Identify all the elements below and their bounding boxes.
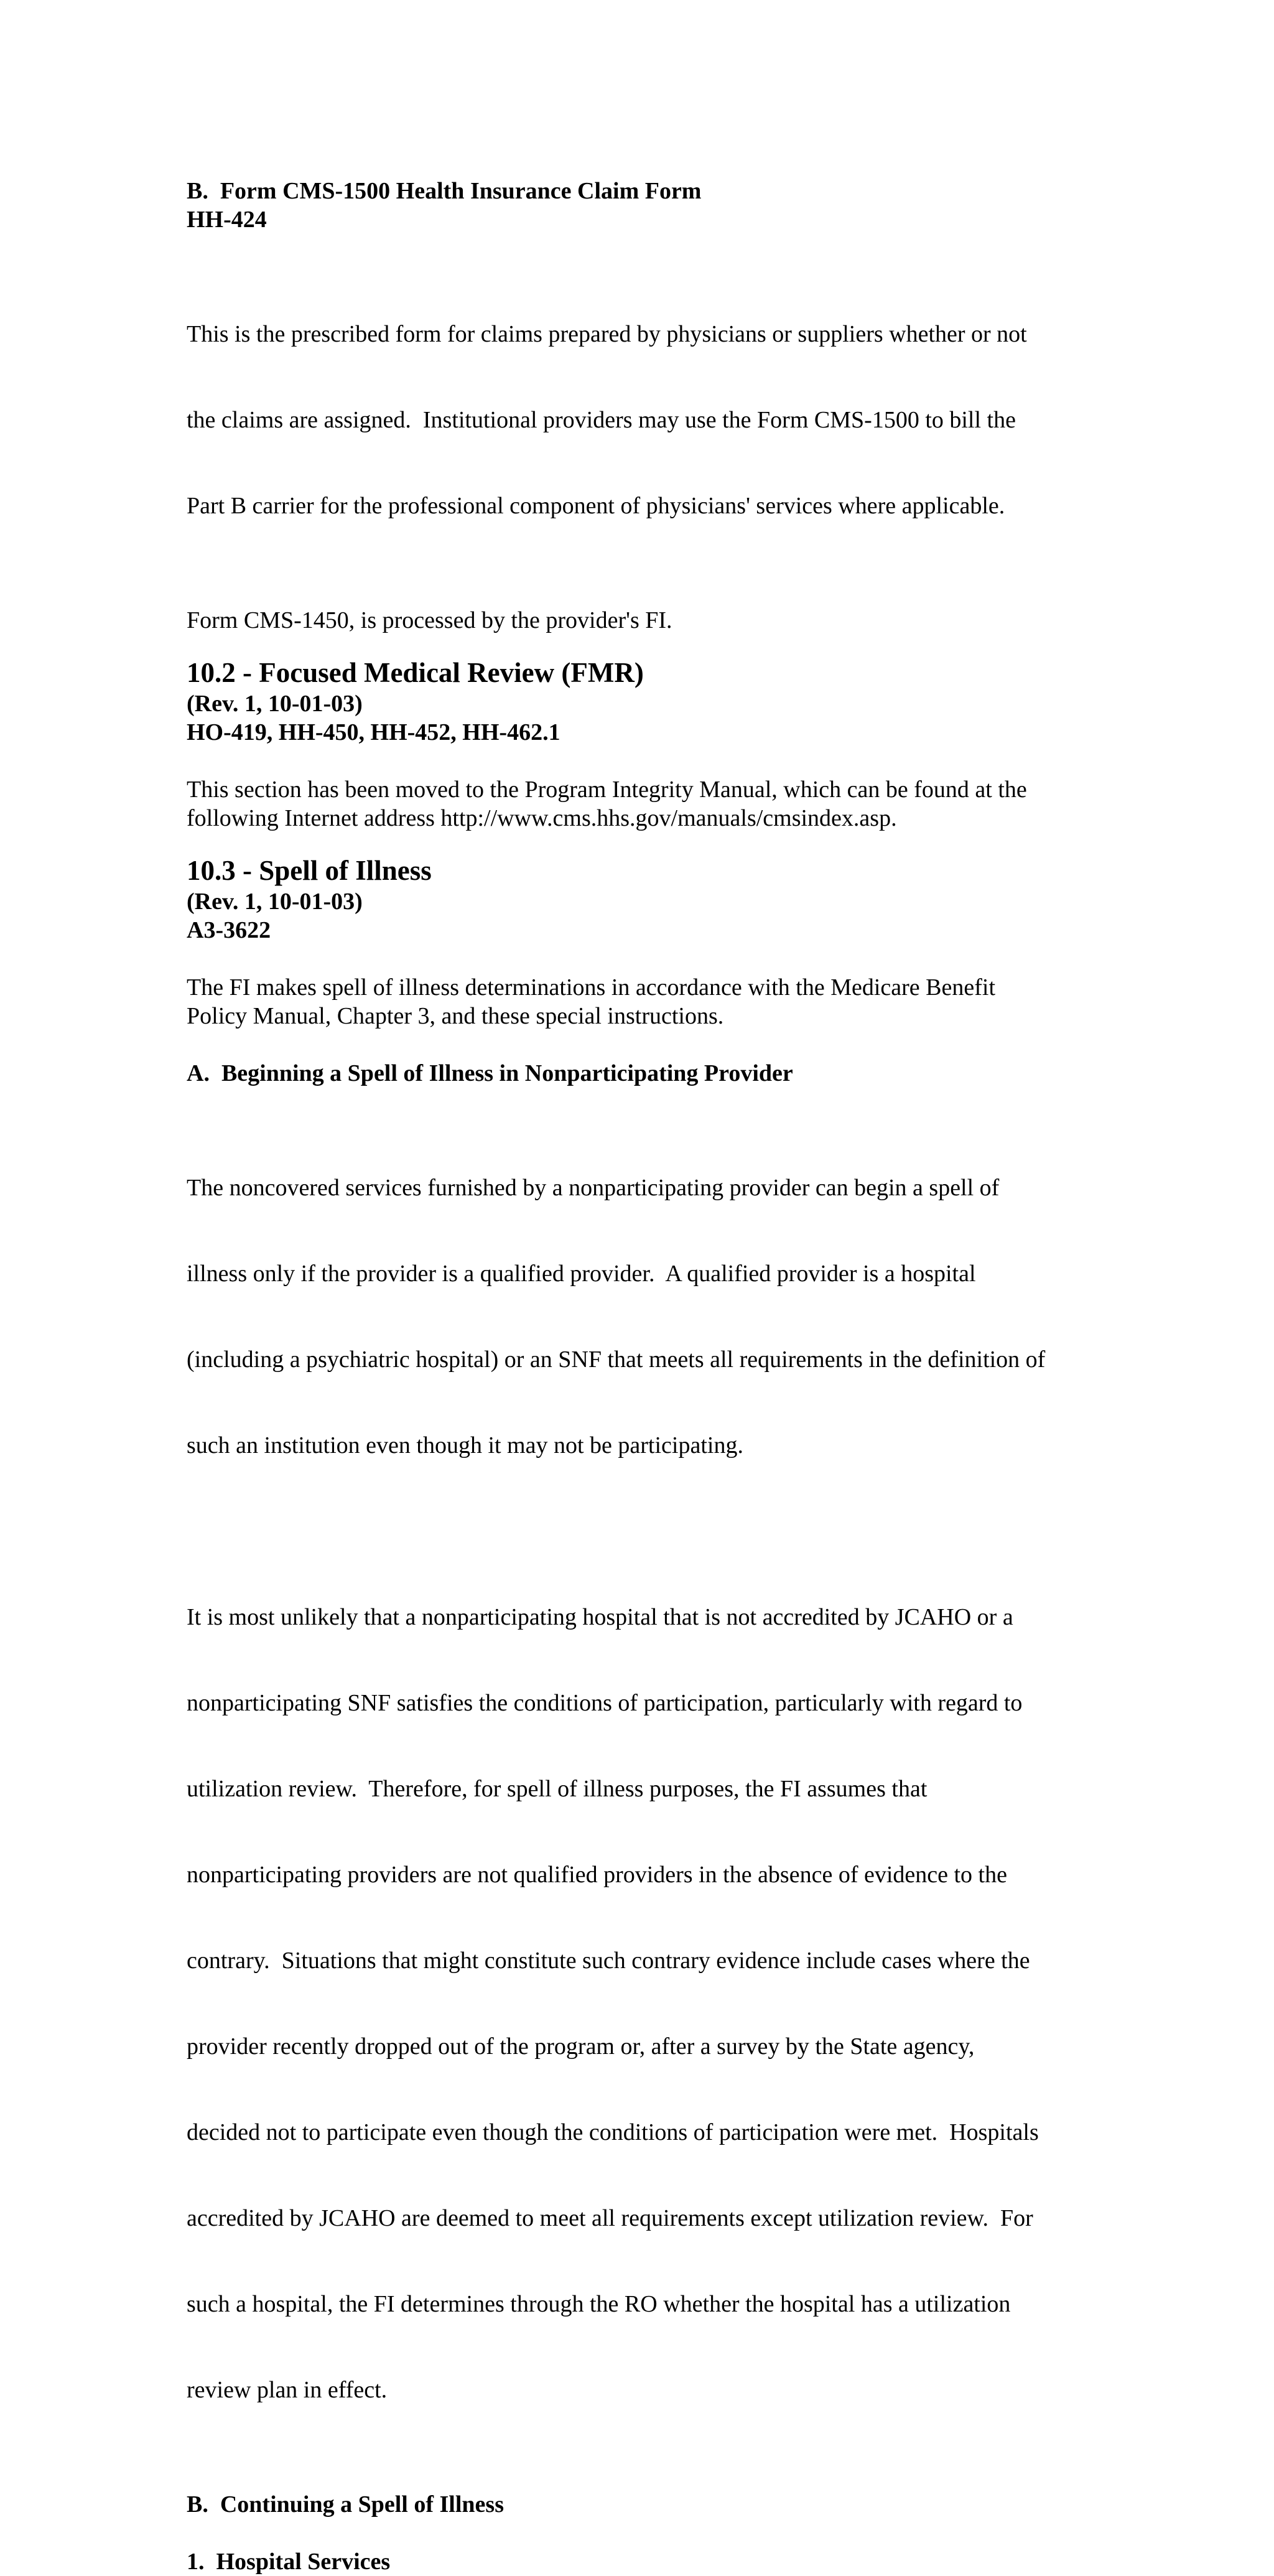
form-cms1450-paragraph: Form CMS-1450, is processed by the provider's FI. [187,607,672,633]
section-10-2-references: HO-419, HH-450, HH-452, HH-462.1 [187,719,560,745]
subsection-a-paragraph-2 [187,1546,1095,2462]
paragraph-line: review plan in effect. [187,2377,388,2403]
paragraph-line: such a hospital, the FI determines through the RO whether the hospital has a utilization [187,2291,1011,2317]
section-10-3-paragraph [187,973,1095,1030]
subsection-a-paragraph-1 [187,1116,1095,1517]
subsection-b-heading: B. Continuing a Spell of Illness [187,2491,504,2518]
paragraph-line: the claims are assigned. Institutional providers may use the Form CMS-1500 to bill the [187,407,1016,433]
section-10-3-revision: (Rev. 1, 10-01-03) [187,889,363,915]
paragraph-line: contrary. Situations that might constitute such contrary evidence include cases where the [187,1948,1030,1974]
subsection-b1-heading: 1. Hospital Services [187,2549,391,2575]
paragraph-line: nonparticipating providers are not qualified providers in the absence of evidence to the [187,1862,1007,1888]
paragraph-line: nonparticipating SNF satisfies the conditions of participation, particularly with regard to [187,1690,1023,1716]
section-10-3-references: A3-3622 [187,917,271,943]
paragraph-line: This is the prescribed form for claims prepared by physicians or suppliers whether or not [187,321,1027,347]
paragraph-line: illness only if the provider is a qualified provider. A qualified provider is a hospital [187,1261,976,1287]
paragraph-line: It is most unlikely that a nonparticipating hospital that is not accredited by JCAHO or a [187,1604,1013,1630]
section-10-2-revision: (Rev. 1, 10-01-03) [187,691,363,717]
paragraph-line: The noncovered services furnished by a nonparticipating provider can begin a spell of [187,1175,1000,1201]
form-cms1500-heading: B. Form CMS-1500 Health Insurance Claim Form [187,178,702,204]
paragraph-line: such an institution even though it may not be participating. [187,1432,743,1458]
paragraph-line: utilization review. Therefore, for spell of illness purposes, the FI assumes that [187,1776,928,1802]
paragraph-line: accredited by JCAHO are deemed to meet all requirements except utilization review. For [187,2205,1033,2231]
form-cms1500-ref: HH-424 [187,207,267,233]
section-10-3-title: 10.3 - Spell of Illness [187,855,432,886]
form-cms1500-paragraph [187,263,1095,577]
paragraph-line: provider recently dropped out of the program or, after a survey by the State agency, [187,2033,975,2060]
paragraph-line: Part B carrier for the professional component of physicians' services where applicable. [187,493,1005,519]
paragraph-line: Policy Manual, Chapter 3, and these special instructions. [187,1003,724,1029]
paragraph-line: The FI makes spell of illness determinations in accordance with the Medicare Benefit [187,974,996,1001]
subsection-a-heading: A. Beginning a Spell of Illness in Nonparticipating Provider [187,1060,793,1086]
paragraph-line: following Internet address http://www.cms.hhs.gov/manuals/cmsindex.asp. [187,805,897,831]
page-content [187,177,1095,2576]
section-10-2-title: 10.2 - Focused Medical Review (FMR) [187,657,644,688]
paragraph-line: (including a psychiatric hospital) or an SNF that meets all requirements in the definition of [187,1346,1046,1373]
paragraph-line: This section has been moved to the Program Integrity Manual, which can be found at the [187,777,1027,803]
paragraph-line: decided not to participate even though the conditions of participation were met. Hospitals [187,2119,1039,2145]
section-10-2-paragraph [187,775,1095,833]
